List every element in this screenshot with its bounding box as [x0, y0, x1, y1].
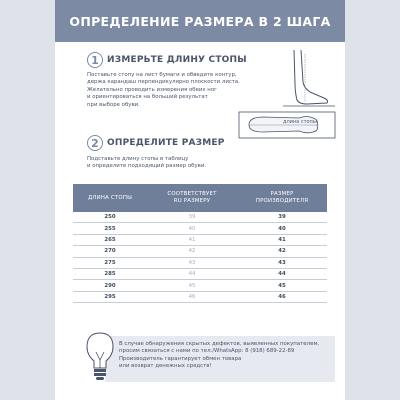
foot-length-cell: 255: [73, 223, 147, 234]
foot-length-header: [73, 184, 147, 212]
step-1-line: держа карандаш перпендикулярно плоскости листа.: [87, 79, 240, 86]
ru-size-header: [147, 184, 237, 212]
table-row: [73, 212, 327, 223]
foot-length-cell: 285: [73, 268, 147, 279]
maker-size-cell: 40: [237, 223, 327, 234]
foot-length-cell: 250: [73, 212, 147, 223]
foot-length-header-label: ДЛИНА СТОПЫ: [87, 194, 133, 201]
ru-size-cell: 44: [147, 268, 237, 279]
maker-size-cell: 44: [237, 268, 327, 279]
notice-line: В случае обнаружения скрытых дефектов, выявленных покупателем,: [119, 341, 320, 347]
table-row: [73, 280, 327, 291]
foot-length-cell: 275: [73, 257, 147, 268]
foot-length-cell: 290: [73, 280, 147, 291]
table-row: [73, 291, 327, 302]
page-title: ОПРЕДЕЛЕНИЕ РАЗМЕРА В 2 ШАГА: [69, 13, 331, 29]
size-guide-sheet: [55, 0, 345, 400]
maker-size-cell: 43: [237, 257, 327, 268]
foot-length-cell: 295: [73, 291, 147, 302]
step-1-title: ИЗМЕРЬТЕ ДЛИНУ СТОПЫ: [107, 55, 247, 65]
ru-size-cell: 46: [147, 291, 237, 302]
ru-size-header-line: СООТВЕТСТВУЕТ: [167, 191, 217, 198]
ru-size-cell: 39: [147, 212, 237, 223]
ru-size-cell: 41: [147, 234, 237, 245]
ru-size-cell: 45: [147, 280, 237, 291]
step-1-line: Желательно проводить измерения обеих ног: [87, 86, 217, 93]
warranty-notice: [105, 336, 335, 382]
table-row: [73, 223, 327, 234]
step-2-instructions: [87, 156, 206, 171]
maker-size-cell: 39: [237, 212, 327, 223]
notice-text: [119, 341, 319, 371]
step-1-instructions: [87, 72, 240, 109]
ru-size-header-line: RU РАЗМЕРУ: [173, 198, 211, 204]
maker-size-header: [237, 184, 327, 212]
step-1-line: Поставьте стопу на лист бумаги и обведите контур,: [87, 72, 237, 78]
table-row: [73, 234, 327, 245]
lightbulb-icon: [83, 330, 117, 386]
ru-size-cell: 40: [147, 223, 237, 234]
size-table: [73, 184, 327, 303]
header-banner: [55, 0, 345, 42]
foot-side-view-icon: [277, 48, 337, 110]
table-row: [73, 268, 327, 279]
notice-line: просим связаться с нами по тел./WhatsApp: 8 (918) 689-22-89: [119, 348, 295, 355]
step-1-line: при выборе обуви.: [87, 101, 140, 108]
step-2-line: Подставьте длину стопы в таблицу: [87, 156, 189, 162]
step-1-line: и ориентироваться на больший результат: [87, 94, 208, 101]
step-2-line: и определите подходящий размер обуви.: [87, 163, 207, 170]
maker-size-cell: 46: [237, 291, 327, 302]
table-row: [73, 257, 327, 268]
notice-line: Производитель гарантирует обмен товара: [119, 355, 242, 362]
foot-length-label: длина стопы: [283, 119, 317, 125]
size-table-header-row: [73, 184, 327, 212]
step-1-number: 1: [87, 52, 103, 68]
foot-outline-on-paper-icon: [237, 110, 337, 140]
maker-size-header-line: РАЗМЕР: [270, 191, 294, 198]
step-2-title: ОПРЕДЕЛИТЕ РАЗМЕР: [107, 138, 225, 148]
maker-size-cell: 42: [237, 246, 327, 257]
maker-size-cell: 41: [237, 234, 327, 245]
maker-size-header-line: ПРОИЗВОДИТЕЛЯ: [255, 198, 309, 204]
ru-size-cell: 42: [147, 246, 237, 257]
notice-line: или возврат денежных средств!: [119, 363, 212, 370]
foot-length-cell: 265: [73, 234, 147, 245]
step-2-number: 2: [87, 135, 103, 151]
table-row: [73, 246, 327, 257]
maker-size-cell: 45: [237, 280, 327, 291]
foot-length-cell: 270: [73, 246, 147, 257]
ru-size-cell: 43: [147, 257, 237, 268]
